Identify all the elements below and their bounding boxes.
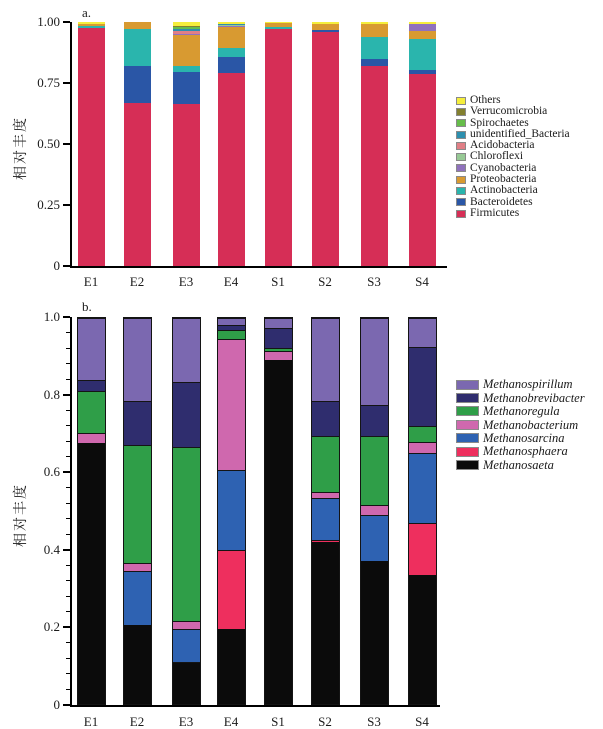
legend-label: Firmicutes: [470, 206, 520, 219]
bar-segment-Proteobacteria: [173, 35, 200, 66]
y-major-tick: [63, 82, 70, 84]
bar-segment-Methanoregula: [409, 426, 436, 441]
x-category-label: E1: [83, 714, 99, 729]
legend-swatch-Spirochaetes: [456, 119, 466, 127]
bar-segment-Proteobacteria: [124, 22, 151, 29]
bar-segment-Methanobrevibacter: [312, 401, 339, 436]
panel-a-legend: [456, 95, 570, 219]
bar-segment-Bacteroidetes: [218, 57, 245, 73]
legend-swatch-Methanosarcina: [456, 433, 479, 443]
bar-S1: [265, 22, 292, 266]
bar-segment-Methanospirillum: [78, 318, 105, 380]
legend-swatch-Methanobrevibacter: [456, 393, 479, 403]
y-major-tick: [63, 316, 70, 318]
legend-label: unidentified_Bacteria: [470, 127, 570, 140]
x-category-label: S1: [271, 714, 285, 729]
bar-segment-Methanosaeta: [265, 360, 292, 704]
y-minor-tick: [66, 332, 70, 333]
bar-E3: [173, 22, 200, 266]
legend-item-Methanosaeta: [456, 458, 585, 471]
bar-segment-Methanosarcina: [409, 453, 436, 522]
bar-segment-Firmicutes: [124, 103, 151, 266]
x-category-label: E3: [178, 714, 194, 729]
bar-segment-Bacteroidetes: [173, 72, 200, 104]
bar-segment-Methanoregula: [173, 447, 200, 621]
legend-swatch-Methanosaeta: [456, 460, 479, 470]
legend-label: Proteobacteria: [470, 172, 537, 185]
bar-E4: [218, 22, 245, 266]
bar-segment-Methanobacterium: [218, 339, 245, 470]
bar-segment-Firmicutes: [409, 74, 436, 266]
y-minor-tick: [66, 689, 70, 690]
x-category-label: E3: [178, 274, 194, 289]
legend-label: Methanosphaera: [483, 444, 568, 459]
bar-E1: [77, 317, 106, 705]
legend-label: Methanosarcina: [483, 431, 565, 445]
legend-swatch-Cyanobacteria: [456, 164, 466, 172]
bar-segment-Methanospirillum: [312, 318, 339, 401]
bar-segment-Firmicutes: [218, 73, 245, 266]
bar-segment-Firmicutes: [312, 32, 339, 266]
bar-segment-Methanobacterium: [361, 505, 388, 515]
y-major-tick: [63, 143, 70, 145]
bar-segment-Actinobacteria: [218, 48, 245, 58]
legend-swatch-Proteobacteria: [456, 176, 466, 184]
legend-item-Methanosphaera: [456, 445, 585, 458]
y-minor-tick: [66, 441, 70, 442]
bar-segment-Methanosaeta: [361, 561, 388, 704]
legend-swatch-Acidobacteria: [456, 142, 466, 150]
x-category-label: E1: [83, 274, 99, 289]
bar-segment-Firmicutes: [361, 66, 388, 266]
panel-a-label: a.: [82, 5, 92, 20]
legend-swatch-Actinobacteria: [456, 187, 466, 195]
x-category-label: S4: [415, 714, 429, 729]
y-tick-label: 0.75: [37, 75, 60, 90]
legend-label: Methanobacterium: [483, 417, 579, 432]
y-minor-tick: [66, 580, 70, 581]
bar-segment-Methanobrevibacter: [409, 347, 436, 426]
legend-item-Methanobrevibacter: [456, 391, 585, 404]
legend-swatch-unidentified_Bacteria: [456, 131, 466, 139]
bar-S1: [264, 317, 293, 705]
legend-label: Spirochaetes: [470, 116, 529, 129]
y-minor-tick: [66, 565, 70, 566]
bar-segment-Methanobrevibacter: [78, 380, 105, 392]
y-tick-label: 0.2: [43, 619, 60, 635]
legend-item-Methanoregula: [456, 405, 585, 418]
bar-segment-Methanobacterium: [409, 442, 436, 454]
bar-segment-Methanosarcina: [312, 498, 339, 540]
bar-segment-Methanobrevibacter: [124, 401, 151, 445]
bar-segment-Methanobacterium: [78, 433, 105, 444]
y-minor-tick: [66, 596, 70, 597]
bar-S4: [408, 317, 437, 705]
bar-segment-Methanosphaera: [409, 523, 436, 575]
legend-label: Others: [470, 93, 501, 106]
bar-segment-Bacteroidetes: [361, 59, 388, 66]
y-tick-label: 0.8: [43, 386, 60, 402]
bar-segment-Methanospirillum: [361, 318, 388, 405]
panel-b-label: b.: [82, 299, 92, 314]
bar-segment-Methanobacterium: [265, 351, 292, 361]
bar-S4: [409, 22, 436, 266]
y-minor-tick: [66, 348, 70, 349]
bar-segment-Proteobacteria: [361, 24, 388, 36]
legend-swatch-Methanobacterium: [456, 420, 479, 430]
bar-segment-Bacteroidetes: [124, 66, 151, 103]
bar-segment-Methanospirillum: [173, 318, 200, 382]
y-minor-tick: [66, 658, 70, 659]
bar-S3: [360, 317, 389, 705]
y-minor-tick: [66, 549, 70, 550]
x-category-label: S3: [367, 274, 381, 289]
bar-segment-Proteobacteria: [218, 27, 245, 47]
y-minor-tick: [66, 472, 70, 473]
legend-label: Verrucomicrobia: [470, 105, 548, 118]
y-major-tick: [63, 704, 70, 706]
bar-segment-Methanoregula: [361, 436, 388, 505]
panel-a-y-axis-title: 相对丰度: [14, 116, 29, 180]
legend-swatch-Others: [456, 97, 466, 105]
x-category-label: E2: [129, 274, 145, 289]
legend-label: Methanoregula: [483, 404, 560, 419]
y-major-tick: [63, 265, 70, 267]
legend-swatch-Firmicutes: [456, 210, 466, 218]
bar-E1: [78, 22, 105, 266]
bar-segment-Methanosaeta: [409, 575, 436, 704]
bar-segment-Firmicutes: [265, 29, 292, 266]
bar-segment-Methanobrevibacter: [173, 382, 200, 448]
bar-E3: [172, 317, 201, 705]
bar-segment-Firmicutes: [78, 28, 105, 266]
legend-label: Chloroflexi: [470, 150, 524, 163]
bar-segment-Methanospirillum: [409, 318, 436, 347]
bar-segment-Methanoregula: [218, 330, 245, 340]
y-minor-tick: [66, 627, 70, 628]
bar-segment-Methanoregula: [124, 445, 151, 563]
y-tick-label: 0: [53, 258, 60, 273]
bar-segment-Methanosaeta: [312, 542, 339, 704]
y-tick-label: 0.6: [43, 464, 60, 480]
x-category-label: S3: [367, 714, 381, 729]
legend-swatch-Verrucomicrobia: [456, 108, 466, 116]
y-tick-label: 0.25: [37, 197, 60, 212]
bar-segment-Methanobacterium: [124, 563, 151, 571]
legend-item-Methanospirillum: [456, 378, 585, 391]
bar-segment-Methanosaeta: [218, 629, 245, 704]
bar-segment-Actinobacteria: [124, 29, 151, 66]
bar-S2: [311, 317, 340, 705]
bar-E4: [217, 317, 246, 705]
x-category-label: E4: [223, 274, 239, 289]
y-tick-label: 1.0: [43, 309, 60, 324]
x-category-label: S1: [271, 274, 285, 289]
legend-label: Bacteroidetes: [470, 195, 533, 208]
bar-segment-Proteobacteria: [409, 31, 436, 40]
y-minor-tick: [66, 611, 70, 612]
bar-segment-Actinobacteria: [409, 39, 436, 70]
y-minor-tick: [66, 518, 70, 519]
bar-segment-Methanospirillum: [218, 318, 245, 325]
y-minor-tick: [66, 673, 70, 674]
y-minor-tick: [66, 363, 70, 364]
bar-segment-Methanosarcina: [173, 629, 200, 662]
bar-segment-Methanosaeta: [78, 443, 105, 704]
bar-segment-Methanospirillum: [265, 318, 292, 328]
legend-label: Actinobacteria: [470, 184, 538, 197]
y-major-tick: [63, 21, 70, 23]
legend-item-Firmicutes: [456, 208, 570, 219]
y-minor-tick: [66, 425, 70, 426]
panel-b-y-axis-title: 相对丰度: [14, 483, 29, 547]
bar-segment-Methanoregula: [312, 436, 339, 492]
bar-segment-Methanosarcina: [218, 470, 245, 549]
legend-item-Actinobacteria: [456, 185, 570, 196]
legend-swatch-Methanosphaera: [456, 447, 479, 457]
y-tick-label: 1.00: [37, 14, 60, 29]
x-category-label: S4: [415, 274, 429, 289]
bar-segment-Methanosaeta: [124, 625, 151, 704]
legend-swatch-Methanoregula: [456, 406, 479, 416]
x-category-label: E4: [223, 714, 239, 729]
y-minor-tick: [66, 487, 70, 488]
y-minor-tick: [66, 456, 70, 457]
y-minor-tick: [66, 410, 70, 411]
bar-E2: [124, 22, 151, 266]
bar-segment-Methanospirillum: [124, 318, 151, 401]
bar-S3: [361, 22, 388, 266]
bar-segment-Actinobacteria: [361, 37, 388, 59]
legend-label: Cyanobacteria: [470, 161, 537, 174]
bar-S2: [312, 22, 339, 266]
legend-label: Methanobrevibacter: [483, 390, 585, 405]
legend-item-Methanosarcina: [456, 432, 585, 445]
legend-label: Acidobacteria: [470, 139, 535, 152]
y-minor-tick: [66, 534, 70, 535]
bar-segment-Methanobrevibacter: [361, 405, 388, 436]
legend-label: Methanosaeta: [483, 457, 554, 472]
legend-swatch-Chloroflexi: [456, 153, 466, 161]
y-tick-label: 0: [53, 697, 60, 712]
bar-segment-Methanosaeta: [173, 663, 200, 704]
bar-segment-Methanobrevibacter: [265, 328, 292, 348]
y-minor-tick: [66, 642, 70, 643]
bar-segment-Methanoregula: [78, 391, 105, 432]
legend-label: Methanospirillum: [483, 377, 573, 392]
bar-segment-Methanobacterium: [173, 621, 200, 629]
x-category-label: E2: [129, 714, 145, 729]
bar-E2: [123, 317, 152, 705]
legend-item-Verrucomicrobia: [456, 106, 570, 117]
y-minor-tick: [66, 379, 70, 380]
legend-swatch-Bacteroidetes: [456, 198, 466, 206]
bar-segment-Firmicutes: [173, 104, 200, 266]
y-tick-label: 0.50: [37, 136, 60, 151]
x-category-label: S2: [318, 714, 332, 729]
x-category-label: S2: [318, 274, 332, 289]
y-major-tick: [63, 204, 70, 206]
legend-swatch-Methanospirillum: [456, 380, 479, 390]
y-minor-tick: [66, 503, 70, 504]
y-tick-label: 0.4: [43, 541, 60, 557]
panel-b-plot-area: [43, 309, 440, 729]
legend-item-Methanobacterium: [456, 418, 585, 431]
y-minor-tick: [66, 394, 70, 395]
bar-segment-Methanosarcina: [361, 515, 388, 561]
panel-b-legend: [456, 378, 585, 472]
bar-segment-Methanosphaera: [218, 550, 245, 629]
bar-segment-Methanosarcina: [124, 571, 151, 625]
panel-a-plot-area: [37, 14, 447, 289]
